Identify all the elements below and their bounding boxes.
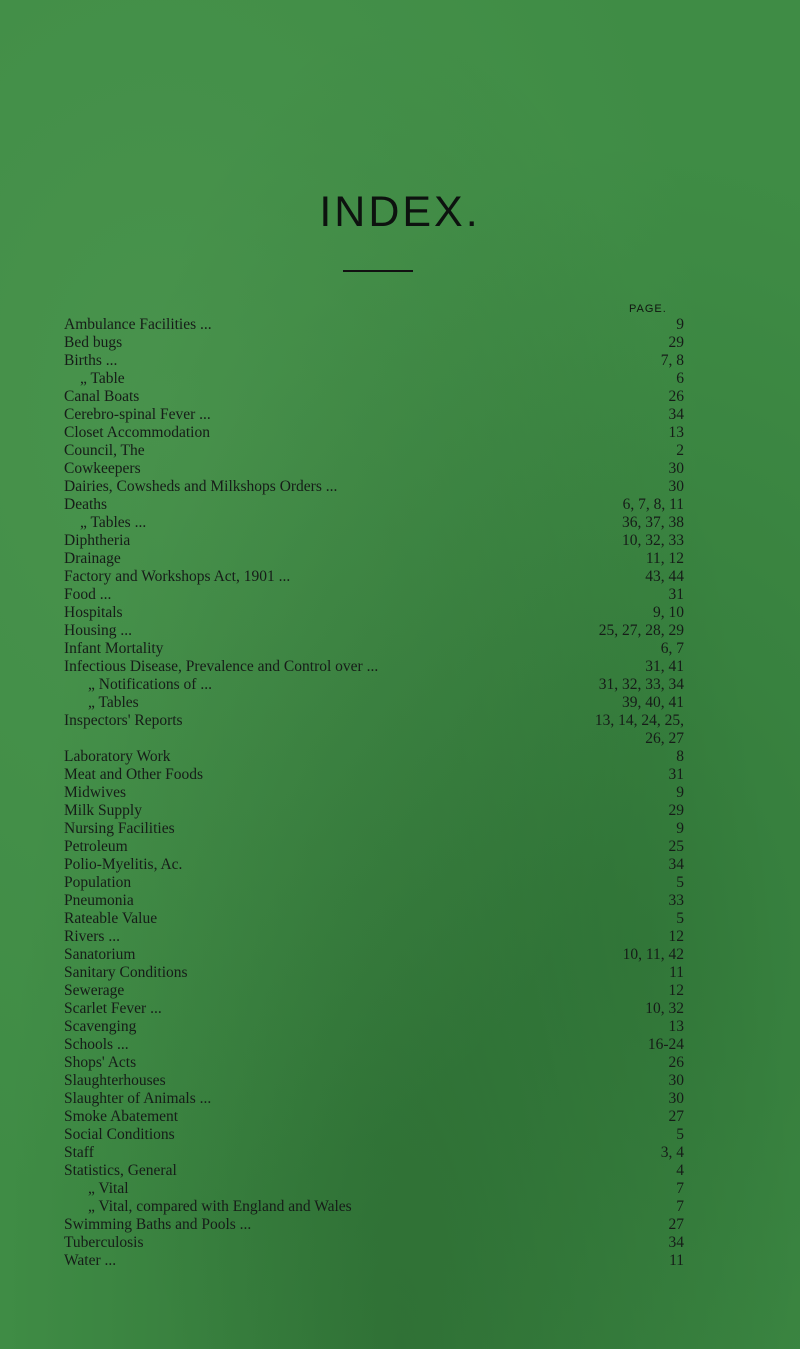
index-entry bbox=[64, 1216, 684, 1234]
entry-pages: 31 bbox=[668, 766, 684, 783]
entry-pages: 9, 10 bbox=[653, 604, 684, 621]
index-entry bbox=[64, 892, 684, 910]
entry-pages: 33 bbox=[668, 892, 684, 909]
entry-label: Population bbox=[64, 874, 132, 891]
index-entry bbox=[64, 640, 684, 658]
index-entry bbox=[64, 1252, 684, 1270]
entry-label: Pneumonia bbox=[64, 892, 134, 909]
entry-label: Rivers ... bbox=[64, 928, 120, 945]
index-entry bbox=[64, 946, 684, 964]
index-entry bbox=[64, 1144, 684, 1162]
index-entry bbox=[64, 928, 684, 946]
index-entry bbox=[64, 370, 684, 388]
entry-pages: 30 bbox=[668, 460, 684, 477]
entry-pages: 10, 32 bbox=[645, 1000, 684, 1017]
entry-pages: 7 bbox=[676, 1198, 684, 1215]
index-entry bbox=[64, 730, 684, 748]
entry-pages: 11, 12 bbox=[645, 550, 684, 567]
index-entry bbox=[64, 388, 684, 406]
index-entry bbox=[64, 676, 684, 694]
entry-label: Polio-Myelitis, Ac. bbox=[64, 856, 183, 873]
index-entry bbox=[64, 406, 684, 424]
entry-pages: 5 bbox=[676, 874, 684, 891]
entry-pages: 26 bbox=[668, 1054, 684, 1071]
entry-pages: 34 bbox=[668, 856, 684, 873]
page-column-heading: PAGE. bbox=[629, 303, 667, 315]
entry-pages: 16-24 bbox=[647, 1036, 684, 1053]
entry-label: Meat and Other Foods bbox=[64, 766, 204, 783]
entry-pages: 11 bbox=[669, 1252, 684, 1269]
entry-label: Social Conditions bbox=[64, 1126, 175, 1143]
index-entry bbox=[64, 1198, 684, 1216]
entry-label: Hospitals bbox=[64, 604, 123, 621]
entry-pages: 4 bbox=[676, 1162, 684, 1179]
entry-label: Births ... bbox=[64, 352, 118, 369]
index-entry bbox=[64, 1126, 684, 1144]
index-entry bbox=[64, 622, 684, 640]
entry-label: Statistics, General bbox=[64, 1162, 177, 1179]
entry-pages: 7, 8 bbox=[660, 352, 684, 369]
entry-label: Housing ... bbox=[64, 622, 133, 639]
entry-label: Tuberculosis bbox=[64, 1234, 144, 1251]
entry-label: Deaths bbox=[64, 496, 108, 513]
entry-pages: 7 bbox=[676, 1180, 684, 1197]
title-rule bbox=[343, 270, 413, 272]
index-entry bbox=[64, 424, 684, 442]
index-entry bbox=[64, 1090, 684, 1108]
entry-pages: 5 bbox=[676, 910, 684, 927]
index-entry bbox=[64, 442, 684, 460]
entry-label: Cowkeepers bbox=[64, 460, 141, 477]
entry-label: Drainage bbox=[64, 550, 121, 567]
index-entry bbox=[64, 1036, 684, 1054]
index-entry bbox=[64, 478, 684, 496]
entry-label: Sewerage bbox=[64, 982, 125, 999]
index-entry bbox=[64, 802, 684, 820]
entry-label: „ Vital, compared with England and Wales bbox=[88, 1198, 352, 1215]
entry-pages: 13, 14, 24, 25, bbox=[594, 712, 684, 729]
index-entry bbox=[64, 748, 684, 766]
index-entry bbox=[64, 1018, 684, 1036]
entry-label: Smoke Abatement bbox=[64, 1108, 179, 1125]
entry-label: Midwives bbox=[64, 784, 126, 801]
entry-pages: 12 bbox=[668, 928, 684, 945]
entry-label: Ambulance Facilities ... bbox=[64, 316, 212, 333]
entry-pages: 30 bbox=[668, 1090, 684, 1107]
entry-pages: 25 bbox=[668, 838, 684, 855]
entry-pages: 29 bbox=[668, 802, 684, 819]
index-entry bbox=[64, 460, 684, 478]
entry-pages: 36, 37, 38 bbox=[622, 514, 684, 531]
entry-label: Canal Boats bbox=[64, 388, 140, 405]
entry-label: „ Vital bbox=[88, 1180, 129, 1197]
entry-label: Scarlet Fever ... bbox=[64, 1000, 162, 1017]
index-entry bbox=[64, 1054, 684, 1072]
index-entry bbox=[64, 1000, 684, 1018]
entry-pages: 39, 40, 41 bbox=[622, 694, 684, 711]
index-entry bbox=[64, 874, 684, 892]
index-entry bbox=[64, 352, 684, 370]
entry-label: Inspectors' Reports bbox=[64, 712, 183, 729]
index-entry bbox=[64, 964, 684, 982]
entry-pages: 13 bbox=[668, 1018, 684, 1035]
entry-pages: 25, 27, 28, 29 bbox=[598, 622, 684, 639]
entry-pages: 26, 27 bbox=[645, 730, 684, 747]
index-list bbox=[64, 316, 684, 1270]
entry-label: „ Tables ... bbox=[80, 514, 147, 531]
index-entry bbox=[64, 316, 684, 334]
entry-pages: 34 bbox=[668, 406, 684, 423]
entry-label: Food ... bbox=[64, 586, 112, 603]
entry-label: Staff bbox=[64, 1144, 94, 1161]
entry-pages: 6, 7, 8, 11 bbox=[622, 496, 684, 513]
entry-label: Bed bugs bbox=[64, 334, 123, 351]
index-entry bbox=[64, 514, 684, 532]
entry-label: Factory and Workshops Act, 1901 ... bbox=[64, 568, 291, 585]
entry-label: Rateable Value bbox=[64, 910, 158, 927]
entry-pages: 31 bbox=[668, 586, 684, 603]
entry-pages: 26 bbox=[668, 388, 684, 405]
entry-pages: 2 bbox=[676, 442, 684, 459]
entry-pages: 10, 32, 33 bbox=[622, 532, 684, 549]
entry-label: Milk Supply bbox=[64, 802, 142, 819]
entry-label: Nursing Facilities bbox=[64, 820, 175, 837]
entry-label: Sanitary Conditions bbox=[64, 964, 188, 981]
entry-label: Infectious Disease, Prevalence and Control over ... bbox=[64, 658, 379, 675]
entry-label: Dairies, Cowsheds and Milkshops Orders ... bbox=[64, 478, 338, 495]
entry-label: Infant Mortality bbox=[64, 640, 164, 657]
page-title: INDEX. bbox=[319, 188, 481, 236]
entry-label: „ Table bbox=[80, 370, 125, 387]
entry-pages: 6 bbox=[676, 370, 684, 387]
entry-label: Swimming Baths and Pools ... bbox=[64, 1216, 252, 1233]
entry-pages: 5 bbox=[676, 1126, 684, 1143]
index-entry bbox=[64, 838, 684, 856]
index-entry bbox=[64, 910, 684, 928]
entry-pages: 30 bbox=[668, 478, 684, 495]
index-entry bbox=[64, 784, 684, 802]
entry-label: „ Tables bbox=[88, 694, 139, 711]
entry-label: Petroleum bbox=[64, 838, 128, 855]
index-entry bbox=[64, 586, 684, 604]
index-entry bbox=[64, 334, 684, 352]
entry-pages: 9 bbox=[676, 784, 684, 801]
index-entry bbox=[64, 856, 684, 874]
index-entry bbox=[64, 712, 684, 730]
entry-pages: 6, 7 bbox=[660, 640, 684, 657]
entry-label: Shops' Acts bbox=[64, 1054, 137, 1071]
entry-label: Closet Accommodation bbox=[64, 424, 210, 441]
entry-label: Scavenging bbox=[64, 1018, 137, 1035]
entry-pages: 13 bbox=[668, 424, 684, 441]
index-entry bbox=[64, 766, 684, 784]
entry-label: Slaughter of Animals ... bbox=[64, 1090, 212, 1107]
entry-pages: 27 bbox=[668, 1108, 684, 1125]
entry-label: Schools ... bbox=[64, 1036, 129, 1053]
entry-label: Cerebro-spinal Fever ... bbox=[64, 406, 211, 423]
entry-pages: 11 bbox=[669, 964, 684, 981]
index-entry bbox=[64, 1072, 684, 1090]
entry-pages: 27 bbox=[668, 1216, 684, 1233]
entry-pages: 29 bbox=[668, 334, 684, 351]
entry-pages: 10, 11, 42 bbox=[622, 946, 684, 963]
entry-label: „ Notifications of ... bbox=[88, 676, 212, 693]
index-entry bbox=[64, 658, 684, 676]
index-entry bbox=[64, 1108, 684, 1126]
entry-label: Diphtheria bbox=[64, 532, 131, 549]
entry-label: Laboratory Work bbox=[64, 748, 171, 765]
entry-label: Slaughterhouses bbox=[64, 1072, 166, 1089]
entry-pages: 3, 4 bbox=[660, 1144, 684, 1161]
entry-pages: 30 bbox=[668, 1072, 684, 1089]
index-entry bbox=[64, 1180, 684, 1198]
entry-pages: 43, 44 bbox=[645, 568, 684, 585]
entry-label: Water ... bbox=[64, 1252, 117, 1269]
entry-pages: 34 bbox=[668, 1234, 684, 1251]
index-entry bbox=[64, 604, 684, 622]
index-entry bbox=[64, 1234, 684, 1252]
entry-pages: 12 bbox=[668, 982, 684, 999]
index-entry bbox=[64, 568, 684, 586]
entry-pages: 31, 32, 33, 34 bbox=[598, 676, 684, 693]
entry-pages: 8 bbox=[676, 748, 684, 765]
entry-label: Council, The bbox=[64, 442, 145, 459]
index-entry bbox=[64, 694, 684, 712]
index-entry bbox=[64, 532, 684, 550]
index-entry bbox=[64, 1162, 684, 1180]
index-entry bbox=[64, 982, 684, 1000]
index-entry bbox=[64, 820, 684, 838]
entry-label: Sanatorium bbox=[64, 946, 136, 963]
index-entry bbox=[64, 550, 684, 568]
entry-pages: 9 bbox=[676, 820, 684, 837]
entry-pages: 9 bbox=[676, 316, 684, 333]
entry-pages: 31, 41 bbox=[645, 658, 684, 675]
index-entry bbox=[64, 496, 684, 514]
